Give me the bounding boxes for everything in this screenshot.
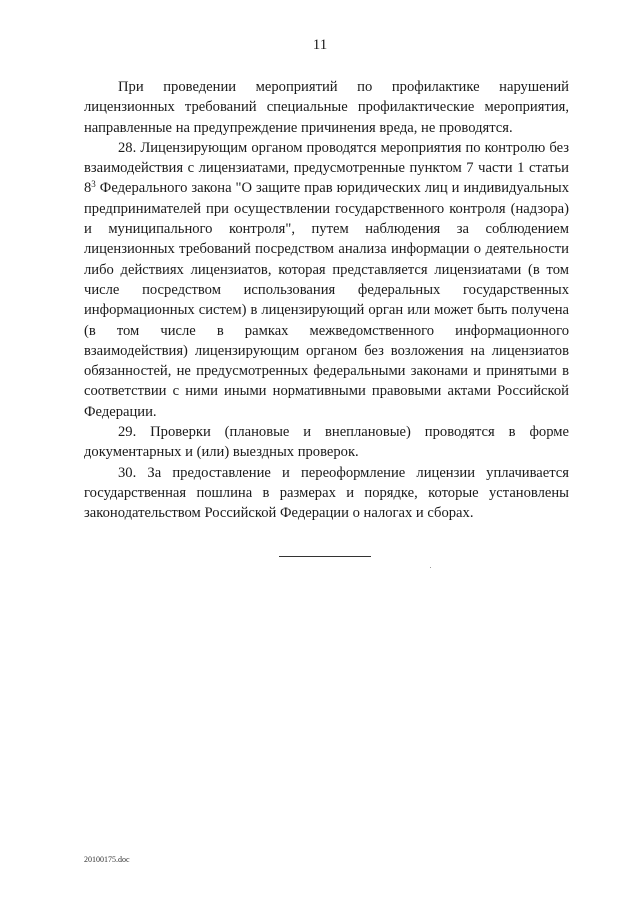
scan-artifact-dot	[430, 567, 431, 568]
paragraph-28	[84, 138, 569, 422]
footer-filename: 20100175.doc	[84, 855, 130, 864]
paragraph-30: 30. За предоставление и переоформление лицензии уплачивается государственная пошлина в размерах и порядке, которые установлены законодательством Российской Федерации о налогах и сборах.	[84, 464, 569, 522]
end-separator-line	[279, 556, 371, 557]
article-superscript: 3	[91, 179, 96, 190]
document-body	[84, 77, 569, 524]
page-number: 11	[312, 37, 328, 53]
paragraph-29: 29. Проверки (плановые и внеплановые) проводятся в форме документарных и (или) выездных проверок.	[84, 424, 569, 461]
paragraph-28-text-end: Федерального закона "О защите прав юридических лиц и индивидуальных предпринимателей при осуществлении государственного контроля (надзора) и муниципального контроля", путем наблюдения за соблюдением лицензионных требований посредством анализа информации о деятельности либо действиях лицензиатов, которая представляется лицензиатами (в том числе посредством использования федеральных государственных информационных систем) в лицензирующий орган или может быть получена (в том числе в рамках межведомственного информационного взаимодействия) лицензирующим органом без возложения на лицензиатов обязанностей, не предусмотренных федеральными законами и принятыми в соответствии с ними иными нормативными правовыми актами Российской Федерации.	[84, 180, 569, 420]
paragraph-prevention: При проведении мероприятий по профилактике нарушений лицензионных требований специальные профилактические мероприятия, направленные на предупреждение причинения вреда, не проводятся.	[84, 79, 569, 136]
paragraph-28-text-start: 28. Лицензирующим органом проводятся мероприятия по контролю без взаимодействия с лицензиатами, предусмотренные пунктом 7 части 1 статьи 8	[84, 139, 569, 197]
